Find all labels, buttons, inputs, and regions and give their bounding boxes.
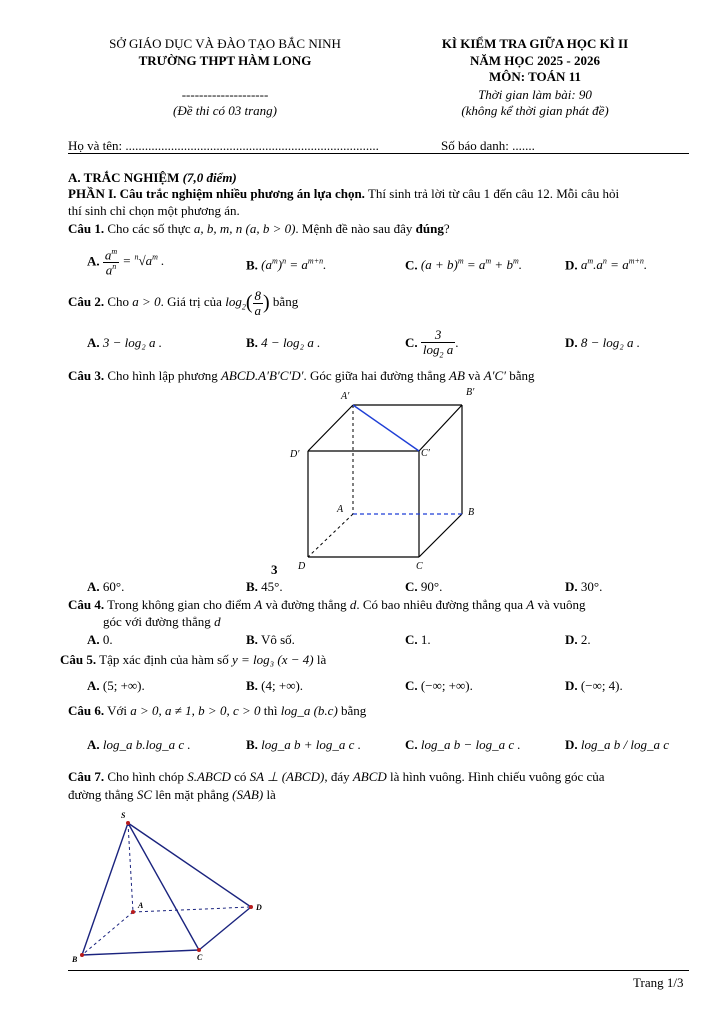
q4-option-c[interactable]: C. 1.: [405, 632, 431, 647]
q2-option-b[interactable]: B. 4 − log₂ a .: [246, 335, 321, 350]
question-1: Câu 1. Cho các số thực a, b, m, n (a, b > 0). Mệnh đề nào sau đây đúng?: [68, 221, 450, 236]
q2-option-a[interactable]: A. 3 − log₂ a .: [87, 335, 163, 350]
q1-option-c[interactable]: C. $(a + b)^m = a^m + b^m$.: [405, 257, 522, 273]
header-time-note: (không kể thời gian phát đề): [461, 103, 609, 118]
pyramid-edge: [128, 823, 199, 950]
question-6: Câu 6. Với a > 0, a ≠ 1, b > 0, c > 0 thì log_a (b.c) bằng: [68, 703, 367, 718]
pyramid-label-c: C: [197, 953, 203, 962]
q6-option-a[interactable]: A. log_a b.log_a c .: [87, 737, 191, 752]
header-subject: MÔN: TOÁN 11: [489, 69, 581, 84]
pyramid-edge: [128, 823, 251, 907]
q4-option-d[interactable]: D. 2.: [565, 632, 591, 647]
q1-option-b[interactable]: B. $(a^m)^n = a^{m+n}$.: [246, 257, 327, 273]
q1-option-d[interactable]: D. $a^m.a^n = a^{m+n}$.: [565, 257, 648, 273]
pyramid-vertex-d: [249, 905, 253, 909]
cube-label-c1: C′: [421, 448, 430, 459]
q6-option-c[interactable]: C. log_a b − log_a c .: [405, 737, 521, 752]
q6-option-d[interactable]: D. log_a b / log_a c: [565, 737, 669, 752]
header-time: Thời gian làm bài: 90: [478, 87, 592, 102]
cube-edge: [419, 514, 462, 557]
q3-option-d[interactable]: D. 30°.: [565, 579, 603, 594]
pyramid-edge: [199, 907, 251, 950]
question-7-line2: đường thẳng SC lên mặt phẳng (SAB) là: [68, 787, 276, 802]
q3-option-b[interactable]: B. 45°.: [246, 579, 283, 594]
pyramid-label-s: S: [121, 811, 126, 820]
footer-page: Trang 1/3: [633, 975, 684, 990]
pyramid-edge: [82, 950, 199, 955]
pyramid-edge: [82, 823, 128, 955]
pyramid-hidden-edge: [128, 823, 133, 912]
pyramid-label-b: B: [72, 955, 78, 964]
header-dept: SỞ GIÁO DỤC VÀ ĐÀO TẠO BẮC NINH: [109, 36, 341, 51]
cube-edge: [308, 405, 353, 451]
q3-option-c[interactable]: C. 90°.: [405, 579, 443, 594]
header-year: NĂM HỌC 2025 - 2026: [470, 53, 600, 68]
part-one: PHẦN I. Câu trắc nghiệm nhiều phương án lựa chọn. Thí sinh trả lời từ câu 1 đến câu 12. Mỗi câu hỏi: [68, 186, 620, 201]
q3-option-a[interactable]: A. 60°.: [87, 579, 125, 594]
cube-label-d: D: [298, 561, 306, 572]
section-title: A. TRẮC NGHIỆM (7,0 điểm): [68, 170, 237, 185]
cube-diagonal-a1c1: [353, 405, 419, 451]
student-id-label: Số báo danh: .......: [441, 138, 535, 153]
stray-number: 3: [271, 562, 278, 577]
q5-option-c[interactable]: C. (−∞; +∞).: [405, 678, 473, 693]
pyramid-vertex-a: [131, 910, 135, 914]
question-5: Câu 5. Tập xác định của hàm số y = log₃ (x − 4) là: [60, 652, 327, 667]
pyramid-label-d: D: [256, 903, 262, 912]
cube-label-a1: A′: [341, 391, 350, 402]
header-exam: KÌ KIỂM TRA GIỮA HỌC KÌ II: [441, 36, 629, 51]
question-3: Câu 3. Cho hình lập phương ABCD.A′B′C′D′. Góc giữa hai đường thẳng AB và A′C′ bằng: [68, 368, 535, 383]
pyramid-hidden-edge: [82, 912, 133, 955]
student-underline: [68, 153, 689, 154]
q5-option-a[interactable]: A. (5; +∞).: [87, 678, 145, 693]
cube-label-b: B: [468, 507, 475, 518]
question-4: Câu 4. Trong không gian cho điểm A và đường thẳng d. Có bao nhiêu đường thẳng qua A và vuông: [68, 597, 586, 612]
part-one-line2: thí sinh chỉ chọn một phương án.: [68, 203, 240, 218]
q4-option-a[interactable]: A. 0.: [87, 632, 113, 647]
q4-option-b[interactable]: B. Vô số.: [246, 632, 295, 647]
cube-label-c: C: [416, 561, 423, 572]
question-7: Câu 7. Cho hình chóp S.ABCD có SA ⊥ (ABCD), đáy ABCD là hình vuông. Hình chiếu vuông góc của: [68, 769, 605, 784]
footer-rule: [68, 970, 689, 971]
pyramid-vertex-c: [197, 948, 201, 952]
header-pages: (Đề thi có 03 trang): [173, 103, 277, 118]
q2-option-d[interactable]: D. 8 − log₂ a .: [565, 335, 641, 350]
header-school: TRƯỜNG THPT HÀM LONG: [138, 53, 312, 68]
question-4-line2: góc với đường thẳng d: [103, 614, 221, 629]
q2-option-c[interactable]: C. $\frac{3}{\log_2 a}$ .: [405, 327, 459, 360]
pyramid-label-a: A: [138, 901, 144, 910]
q5-option-b[interactable]: B. (4; +∞).: [246, 678, 304, 693]
cube-hidden-edge: [308, 514, 353, 557]
q6-option-b[interactable]: B. log_a b + log_a c .: [246, 737, 361, 752]
student-name-label: Họ và tên: ..............................................................................: [68, 138, 379, 153]
pyramid-vertex-b: [80, 953, 84, 957]
cube-edge: [419, 405, 462, 451]
q5-option-d[interactable]: D. (−∞; 4).: [565, 678, 623, 693]
cube-label-a: A: [337, 504, 344, 515]
cube-label-b1: B′: [466, 387, 475, 398]
pyramid-hidden-edge: [133, 907, 251, 912]
question-2: Câu 2. Cho a > 0. Giá trị của $\log_2$( $\frac{8}{a}$ ) bằng: [68, 288, 299, 318]
cube-label-d1: D′: [290, 449, 300, 460]
header-dashes: --------------------: [181, 87, 269, 102]
pyramid-vertex-s: [126, 821, 130, 825]
q1-option-a[interactable]: A. $\frac{a^m}{a^n}$ = $^n√a^m$ .: [87, 247, 165, 278]
